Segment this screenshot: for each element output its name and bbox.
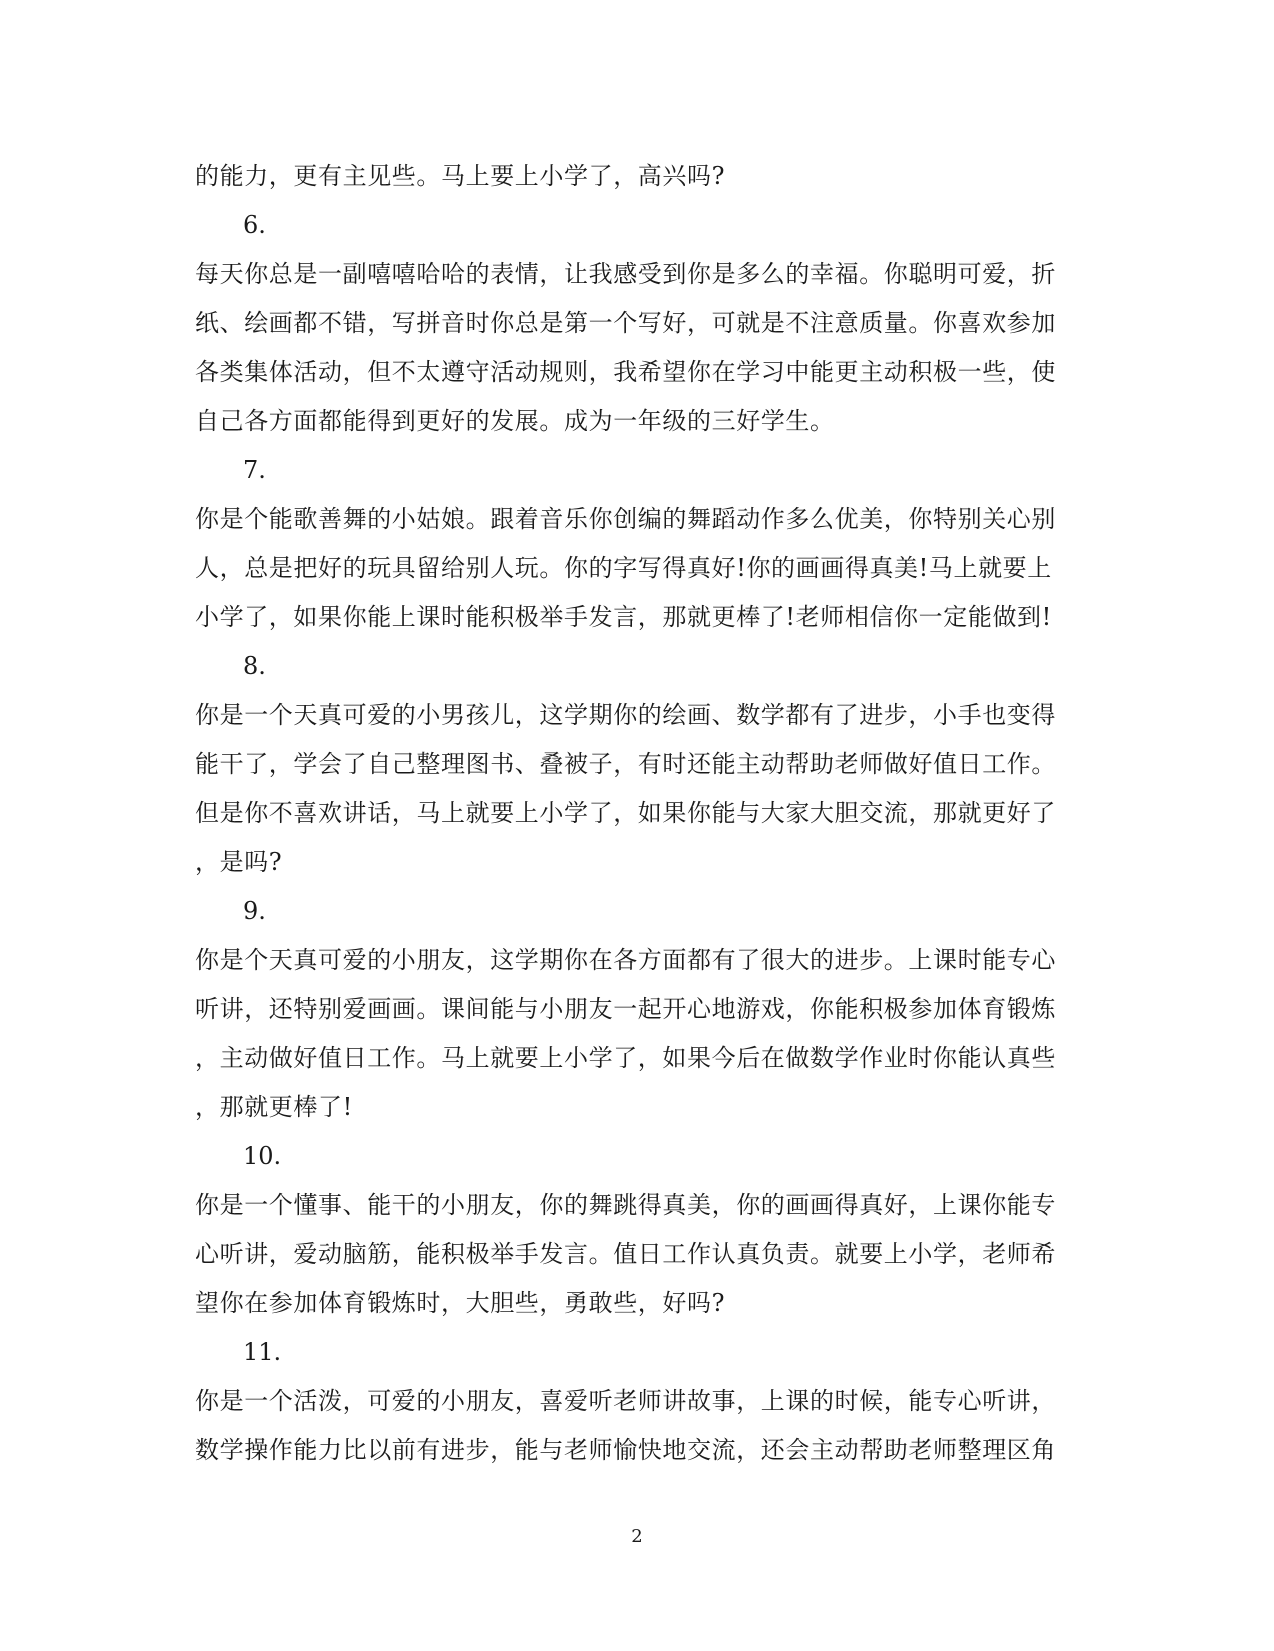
item-number: 9. (243, 897, 266, 925)
item-number: 11. (243, 1338, 282, 1366)
text-line: 纸、绘画都不错，写拼音时你总是第一个写好，可就是不注意质量。你喜欢参加 (195, 309, 1056, 337)
item-number: 6. (243, 211, 266, 239)
text-line: 各类集体活动，但不太遵守活动规则，我希望你在学习中能更主动积极一些，使 (195, 358, 1056, 386)
item-number: 8. (243, 652, 266, 680)
text-line: 望你在参加体育锻炼时，大胆些，勇敢些，好吗? (195, 1289, 726, 1317)
text-line: 你是一个活泼，可爱的小朋友，喜爱听老师讲故事，上课的时候，能专心听讲， (195, 1387, 1056, 1415)
text-line: ，主动做好值日工作。马上就要上小学了，如果今后在做数学作业时你能认真些 (195, 1044, 1056, 1072)
text-line: 人，总是把好的玩具留给别人玩。你的字写得真好!你的画画得真美!马上就要上 (195, 554, 1052, 582)
text-line: 你是个天真可爱的小朋友，这学期你在各方面都有了很大的进步。上课时能专心 (195, 946, 1056, 974)
text-line: ，是吗? (195, 848, 283, 876)
text-line: 你是一个懂事、能干的小朋友，你的舞跳得真美，你的画画得真好，上课你能专 (195, 1191, 1056, 1219)
text-line: 的能力，更有主见些。马上要上小学了，高兴吗? (195, 162, 726, 190)
item-number: 10. (243, 1142, 282, 1170)
text-line: 每天你总是一副嘻嘻哈哈的表情，让我感受到你是多么的幸福。你聪明可爱，折 (195, 260, 1056, 288)
item-number: 7. (243, 456, 266, 484)
text-line: 听讲，还特别爱画画。课间能与小朋友一起开心地游戏，你能积极参加体育锻炼 (195, 995, 1056, 1023)
text-line: 小学了，如果你能上课时能积极举手发言，那就更棒了!老师相信你一定能做到! (195, 603, 1052, 631)
text-line: 心听讲，爱动脑筋，能积极举手发言。值日工作认真负责。就要上小学，老师希 (195, 1240, 1056, 1268)
page-number: 2 (631, 1526, 643, 1547)
text-line: ，那就更棒了! (195, 1093, 353, 1121)
text-line: 数学操作能力比以前有进步，能与老师愉快地交流，还会主动帮助老师整理区角 (195, 1436, 1056, 1464)
text-line: 但是你不喜欢讲话，马上就要上小学了，如果你能与大家大胆交流，那就更好了 (195, 799, 1056, 827)
text-line: 自己各方面都能得到更好的发展。成为一年级的三好学生。 (195, 407, 835, 435)
text-line: 你是个能歌善舞的小姑娘。跟着音乐你创编的舞蹈动作多么优美，你特别关心别 (195, 505, 1056, 533)
text-line: 你是一个天真可爱的小男孩儿，这学期你的绘画、数学都有了进步，小手也变得 (195, 701, 1056, 729)
text-line: 能干了，学会了自己整理图书、叠被子，有时还能主动帮助老师做好值日工作。 (195, 750, 1056, 778)
document-body (195, 152, 1071, 1475)
